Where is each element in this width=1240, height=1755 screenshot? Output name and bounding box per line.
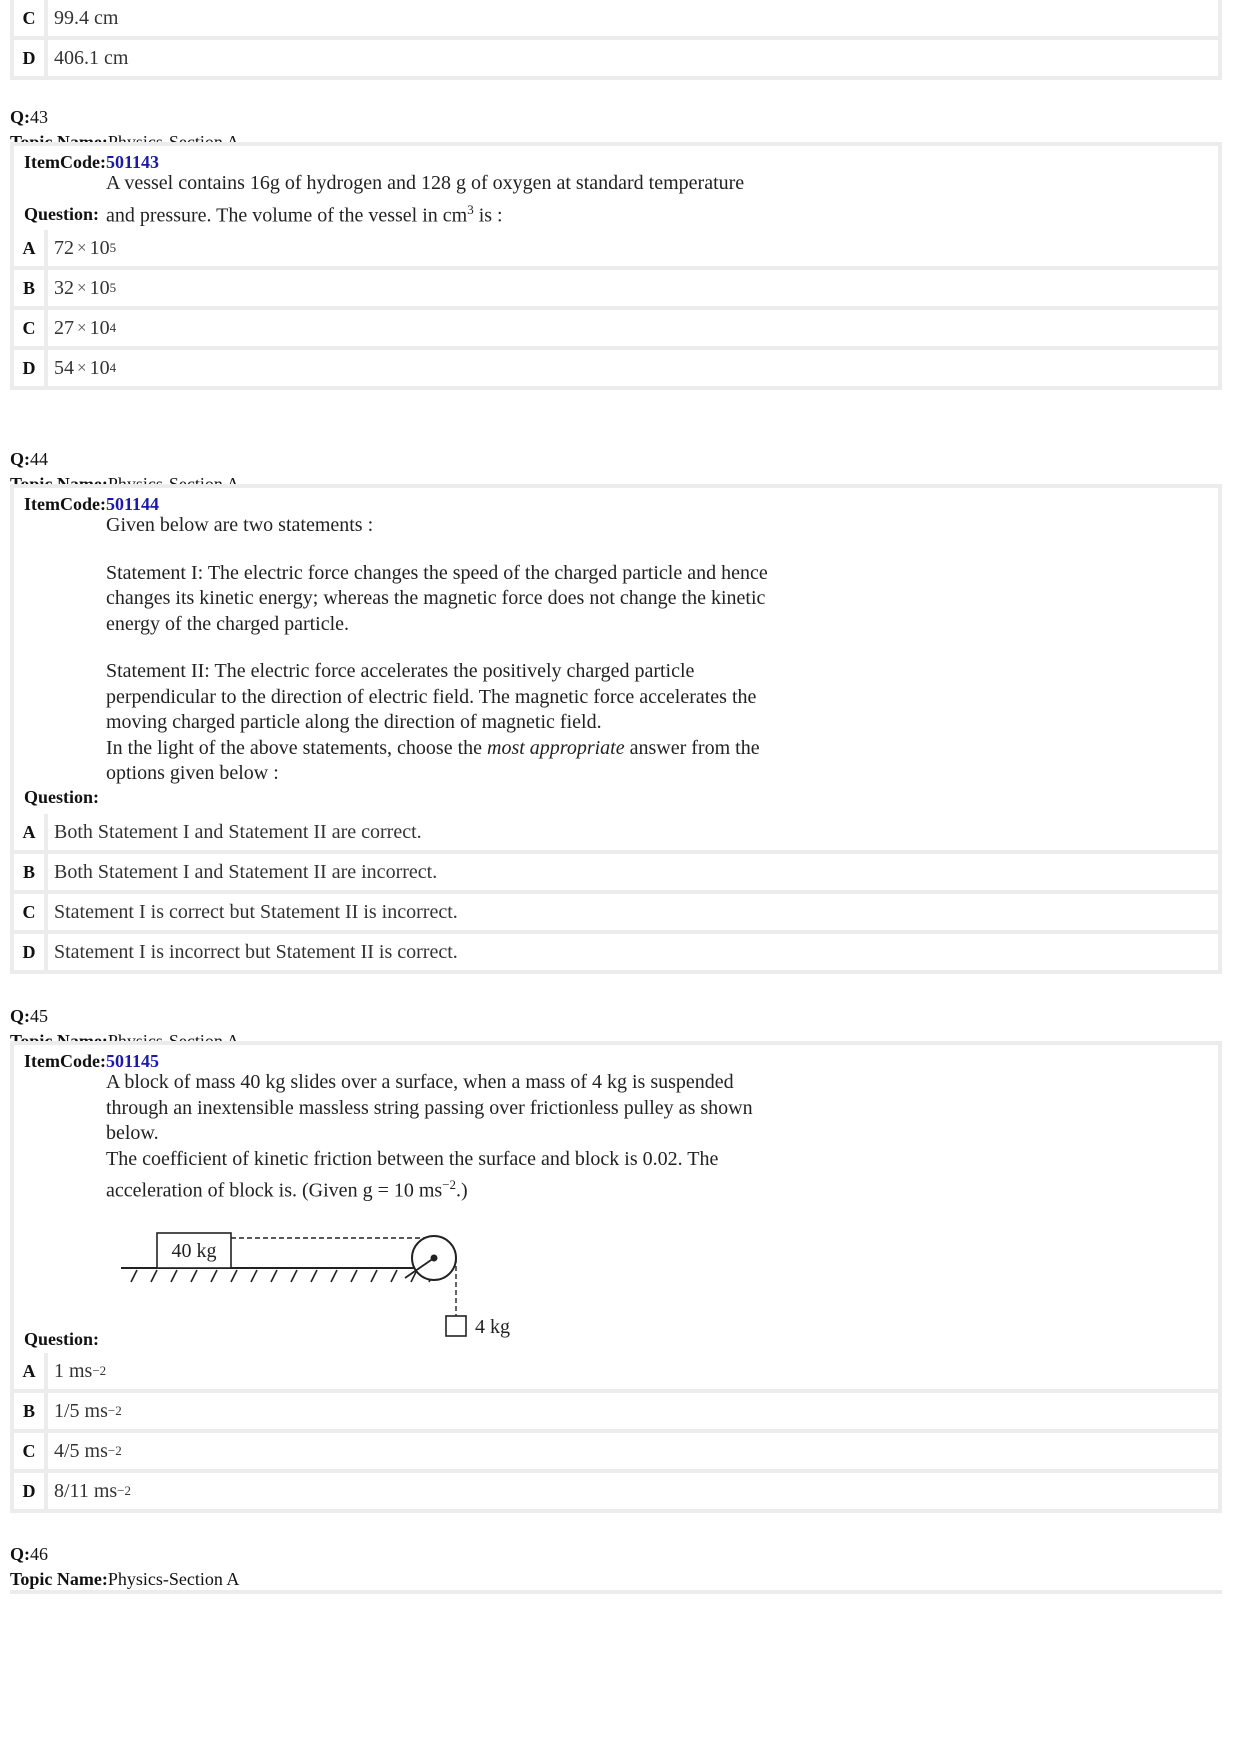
option-text: 99.4 cm (48, 0, 1218, 36)
option-text: 54 × 10 4 (48, 350, 1218, 386)
itemcode: ItemCode:501145 (24, 1051, 159, 1071)
option-letter: D (14, 40, 44, 76)
question-label: Question: (24, 204, 100, 224)
option-text: 406.1 cm (48, 40, 1218, 76)
option-row-d[interactable] (14, 934, 1218, 970)
hanging-mass-label: 4 kg (475, 1316, 510, 1338)
option-row-d[interactable] (14, 350, 1218, 386)
q-number: 45 (30, 1006, 48, 1026)
question-text: Given below are two statements : Statement I: The electric force changes the speed of the charged particle and hence changes its kinetic energy; whereas the magnetic force does not change the kinetic energy of the charged particle. Statement II: The electric force accelerates the positively charged particle perpendicular to the direction of electric field. The magnetic force accelerates the moving charged particle along the direction of magnetic field. In the light of the above statements, choose the most appropriate answer from the options given below : (106, 514, 768, 784)
hanging-mass-4kg (446, 1316, 466, 1336)
option-row-d[interactable] (14, 1473, 1218, 1509)
question-label: Question: (24, 1329, 100, 1349)
option-text: 72 × 10 5 (48, 230, 1218, 266)
options-table-45 (10, 1353, 1222, 1513)
q-number: 44 (30, 449, 48, 469)
option-row-b[interactable] (14, 1393, 1218, 1429)
option-text: Statement I is correct but Statement II is incorrect. (48, 894, 1218, 930)
option-letter: D (14, 934, 44, 970)
option-row-a[interactable] (14, 814, 1218, 850)
option-text: 32 × 10 5 (48, 270, 1218, 306)
option-letter: D (14, 350, 44, 386)
option-text: 1 ms −2 (48, 1353, 1218, 1389)
itemcode: ItemCode:501144 (24, 494, 159, 514)
option-text: Both Statement I and Statement II are correct. (48, 814, 1218, 850)
q-prefix: Q: (10, 107, 30, 127)
option-text: 1/5 ms −2 (48, 1393, 1218, 1429)
block-40kg-label: 40 kg (171, 1240, 217, 1262)
option-letter: D (14, 1473, 44, 1509)
question-label: Question: (24, 787, 100, 807)
option-letter: A (14, 814, 44, 850)
q-prefix: Q: (10, 1544, 30, 1564)
option-text: 8/11 ms −2 (48, 1473, 1218, 1509)
option-row-c[interactable] (14, 894, 1218, 930)
options-table-43 (10, 230, 1222, 390)
itemcode: ItemCode:501143 (24, 152, 159, 172)
q-prefix: Q: (10, 449, 30, 469)
option-text: 27 × 10 4 (48, 310, 1218, 346)
question-header-46 (10, 1542, 239, 1592)
option-text: 4/5 ms −2 (48, 1433, 1218, 1469)
question-text: A vessel contains 16g of hydrogen and 128 g of oxygen at standard temperature and pressure. The volume of the vessel in $cm^3$ is : (106, 172, 745, 227)
option-row-c[interactable] (14, 1433, 1218, 1469)
option-row-a[interactable] (14, 1353, 1218, 1389)
option-letter: B (14, 270, 44, 306)
option-row-c[interactable] (14, 310, 1218, 346)
option-letter: A (14, 230, 44, 266)
prev-options-table (10, 0, 1222, 80)
q-prefix: Q: (10, 1006, 30, 1026)
option-letter: A (14, 1353, 44, 1389)
question-block-44 (10, 484, 1222, 814)
itemcode-value: 501145 (105, 1051, 159, 1071)
option-row-b[interactable] (14, 270, 1218, 306)
option-row-d[interactable] (14, 40, 1218, 76)
itemcode-value: 501143 (105, 152, 159, 172)
question-block-43 (10, 142, 1222, 230)
option-letter: C (14, 0, 44, 36)
topic-label: Topic Name: (10, 1569, 108, 1589)
option-row-c[interactable] (14, 0, 1218, 36)
pulley-diagram (109, 1220, 569, 1340)
itemcode-value: 501144 (105, 494, 159, 514)
option-text: Both Statement I and Statement II are incorrect. (48, 854, 1218, 890)
question-block-46-top (10, 1590, 1222, 1594)
option-row-a[interactable] (14, 230, 1218, 266)
q-number: 46 (30, 1544, 48, 1564)
topic-name: Physics-Section A (107, 1569, 240, 1589)
option-letter: C (14, 894, 44, 930)
question-block-45 (10, 1041, 1222, 1353)
option-letter: B (14, 1393, 44, 1429)
option-letter: B (14, 854, 44, 890)
surface-hatching (131, 1270, 435, 1282)
q-number: 43 (30, 107, 48, 127)
option-row-b[interactable] (14, 854, 1218, 890)
option-letter: C (14, 310, 44, 346)
option-text: Statement I is incorrect but Statement II is correct. (48, 934, 1218, 970)
question-text: A block of mass 40 kg slides over a surface, when a mass of 4 kg is suspended through an inextensible massless string passing over frictionless pulley as shown below. The coefficient of kinetic friction between the surface and block is 0.02. The acceleration of block is. (Given g = 10 $ms^{-2}$.) (106, 1071, 753, 1202)
options-table-44 (10, 814, 1222, 974)
option-letter: C (14, 1433, 44, 1469)
